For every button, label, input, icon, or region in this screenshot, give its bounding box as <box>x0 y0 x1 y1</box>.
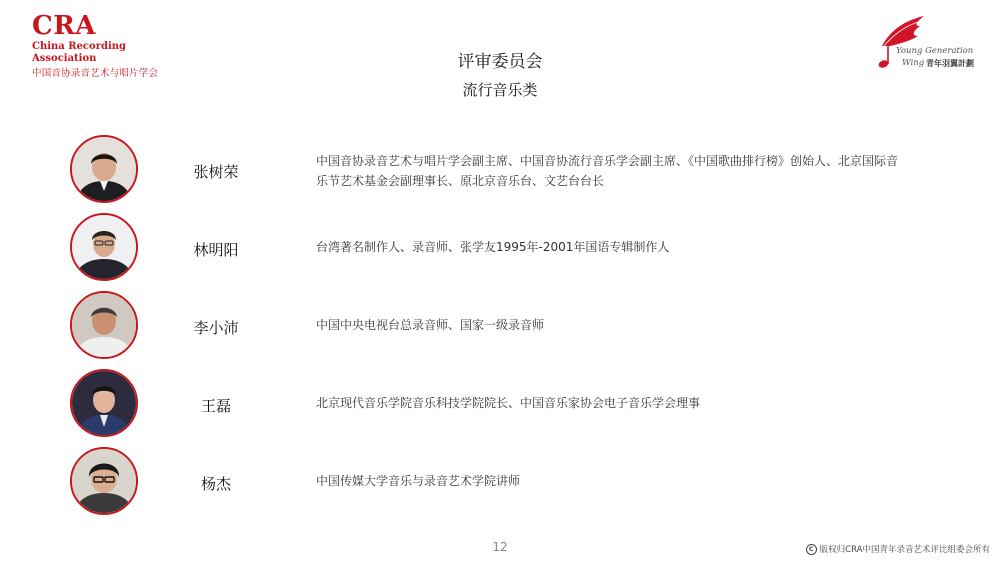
avatar <box>70 135 138 203</box>
avatar <box>70 213 138 281</box>
member-row <box>0 369 1000 443</box>
member-name: 林明阳 <box>193 241 239 259</box>
cra-logo-english-name: China Recording Association <box>32 41 127 64</box>
copyright-text: 版权归CRA中国青年录音艺术评比组委会所有 <box>819 545 990 555</box>
logo-english-line1: Young Generation <box>896 46 974 56</box>
member-description: 中国传媒大学音乐与录音艺术学院讲师 <box>316 474 521 488</box>
member-name: 王磊 <box>200 397 231 415</box>
logo-english-line2: Wing <box>902 58 925 68</box>
member-description: 中国中央电视台总录音师、国家一级录音师 <box>316 318 545 332</box>
logo-chinese-name: 青年羽翼計劃 <box>926 59 974 68</box>
avatar <box>70 447 138 515</box>
page-number: 12 <box>492 540 508 554</box>
member-name: 张树荣 <box>193 163 239 181</box>
member-row <box>0 447 1000 521</box>
member-description: 台湾著名制作人、录音师、张学友1995年-2001年国语专辑制作人 <box>316 240 670 254</box>
page-subtitle: 流行音乐类 <box>462 81 538 99</box>
copyright-notice <box>806 543 990 555</box>
member-name: 杨杰 <box>200 475 231 493</box>
cra-logo-brand: CRA <box>32 11 96 41</box>
member-row <box>0 135 1000 209</box>
copyright-icon: C <box>806 544 817 555</box>
member-name: 李小沛 <box>193 319 239 337</box>
member-description: 中国音协录音艺术与唱片学会副主席、中国音协流行音乐学会副主席、《中国歌曲排行榜》创始人、北京国际音乐节艺术基金会副理事长、原北京音乐台、文艺台台长 <box>316 154 899 188</box>
member-row <box>0 213 1000 287</box>
member-description: 北京现代音乐学院音乐科技学院院长、中国音乐家协会电子音乐学会理事 <box>316 396 701 410</box>
avatar <box>70 291 138 359</box>
cra-logo-chinese-name: 中国音协录音艺术与唱片学会 <box>32 68 159 79</box>
page-title: 评审委员会 <box>457 52 543 72</box>
avatar <box>70 369 138 437</box>
member-row <box>0 291 1000 365</box>
